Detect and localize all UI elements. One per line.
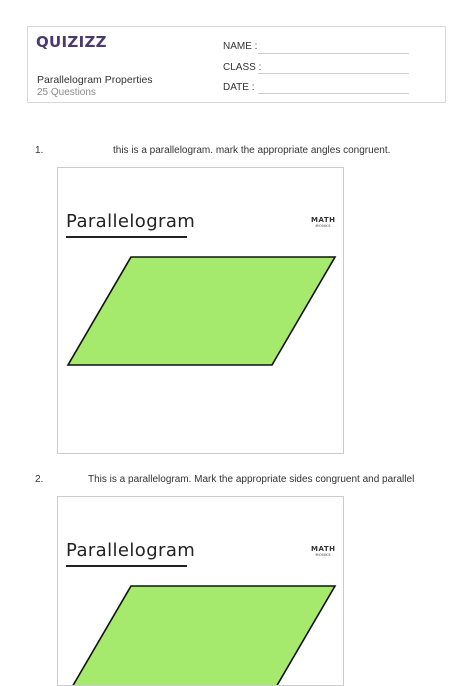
image-title: Parallelogram: [66, 211, 196, 232]
parallelogram-shape: [58, 168, 344, 454]
question-1-number: 1.: [35, 145, 44, 156]
name-field[interactable]: [258, 53, 409, 54]
question-2-image: [57, 496, 344, 686]
question-1-image: [57, 167, 344, 454]
name-label: NAME :: [223, 41, 258, 52]
class-field[interactable]: [258, 73, 409, 74]
math-monks-logo: MATH MONKS: [311, 216, 336, 228]
question-2-number: 2.: [35, 474, 44, 485]
date-field[interactable]: [258, 93, 409, 94]
quizizz-logo: QUIZIZZ: [36, 33, 107, 51]
worksheet-title: Parallelogram Properties: [37, 74, 153, 86]
question-2-text: This is a parallelogram. Mark the appropriate sides congruent and parallel: [88, 474, 415, 485]
question-1-text: this is a parallelogram. mark the appropriate angles congruent.: [113, 145, 391, 156]
class-label: CLASS :: [223, 62, 262, 73]
image-title: Parallelogram: [66, 540, 196, 561]
date-label: DATE :: [223, 82, 255, 93]
question-count: 25 Questions: [37, 87, 96, 98]
math-monks-logo: MATH MONKS: [311, 545, 336, 557]
parallelogram-shape: [58, 497, 344, 686]
